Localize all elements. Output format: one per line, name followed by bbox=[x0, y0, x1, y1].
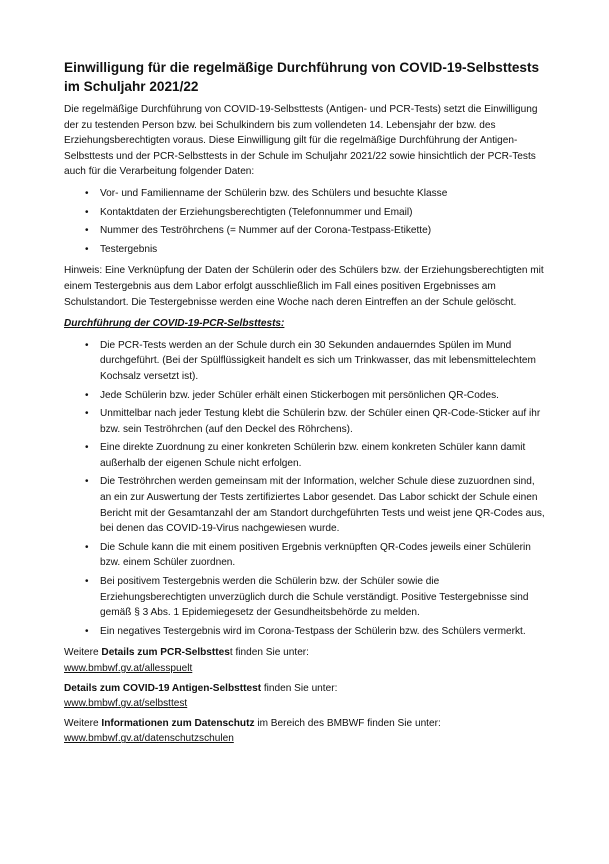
list-item: • Vor- und Familienname der Schülerin bzw. des Schülers und besuchte Klasse bbox=[64, 186, 548, 202]
antigen-details-info bbox=[64, 681, 548, 712]
list-item: • Jede Schülerin bzw. jeder Schüler erhält einen Stickerbogen mit persönlichen QR-Codes. bbox=[64, 388, 548, 404]
info-label: Weitere Informationen zum Datenschutz im Bereich des BMBWF finden Sie unter: bbox=[64, 717, 441, 729]
pcr-details-info bbox=[64, 645, 548, 676]
bullet-icon: • bbox=[85, 541, 89, 553]
pcr-section-heading: Durchführung der COVID-19-PCR-Selbsttests: bbox=[64, 318, 285, 330]
bullet-icon: • bbox=[85, 576, 89, 588]
list-item: • Eine direkte Zuordnung zu einer konkreten Schülerin bzw. einem konkreten Schüler kann damit außerhalb der eigenen Schule nicht erfolgen. bbox=[85, 442, 526, 469]
bullet-icon: • bbox=[85, 625, 89, 637]
list-item: • Die PCR-Tests werden an der Schule durch ein 30 Sekunden andauerndes Spülen im Mund durchgeführt. (Bei der Spülflüssigkeit handelt es sich um Trinkwasser, das mit lebensmittelechtem Kochsalz versetzt ist). bbox=[85, 339, 536, 382]
list-item: • Unmittelbar nach jeder Testung klebt die Schülerin bzw. der Schüler einen QR-Code-Sticker auf ihr bzw. sein Teströhrchen (auf den Deckel des Röhrchens). bbox=[85, 408, 541, 435]
document-title: Einwilligung für die regelmäßige Durchführung von COVID-19-Selbsttests im Schuljahr 2021/22 bbox=[64, 60, 540, 94]
list-item: • Die Teströhrchen werden gemeinsam mit der Information, welcher Schule diese zuzuordnen sind, an ein zur Auswertung der Tests zertifiziertes Labor gesendet. Das Labor schickt der Schule einen Bericht mit der Gesamtanzahl der am Standort durchgeführten Tests und weist jene QR-Codes aus, bei denen das COVID-19-Virus nachgewiesen wurde. bbox=[85, 476, 545, 535]
hint-paragraph: Hinweis: Eine Verknüpfung der Daten der Schülerin oder des Schülers bzw. der Erziehungsberechtigten mit einem Testergebnis aus dem Labor erfolgt ausschließlich im Fall eines positiven Ergebnisses am Schulstandort. Die Testergebnisse werden eine Woche nach deren Eintreffen an der Schule gelöscht. bbox=[64, 265, 544, 308]
bullet-icon: • bbox=[85, 243, 89, 255]
list-item: • Die Schule kann die mit einem positiven Ergebnis verknüpften QR-Codes jeweils einer Schülerin bzw. einem Schüler zuordnen. bbox=[85, 541, 531, 569]
privacy-link[interactable]: www.bmbwf.gv.at/datenschutzschulen bbox=[64, 733, 234, 745]
info-label: Weitere Details zum PCR-Selbsttest finden Sie unter: bbox=[64, 647, 309, 659]
data-items-list bbox=[64, 186, 548, 257]
bullet-icon: • bbox=[85, 408, 89, 420]
bullet-icon: • bbox=[85, 206, 89, 218]
intro-paragraph: Die regelmäßige Durchführung von COVID-19-Selbsttests (Antigen- und PCR-Tests) setzt die Einwilligung der zu testenden Person bzw. bei Schulkindern bis zum vollendeten 14. Lebensjahr der bzw. des Erziehungsberechtigten voraus. Diese Einwilligung gilt für die regelmäßige Durchführung der Antigen-Selbsttests und der PCR-Selbsttests in der Schule im Schuljahr 2021/22 sowie hinsichtlich der PCR-Tests auch für die Verarbeitung folgender Daten: bbox=[64, 104, 538, 178]
bullet-icon: • bbox=[85, 225, 89, 237]
bullet-icon: • bbox=[85, 389, 89, 401]
info-label: Details zum COVID-19 Antigen-Selbsttest finden Sie unter: bbox=[64, 682, 338, 694]
list-item: • Nummer des Teströhrchens (= Nummer auf der Corona-Testpass-Etikette) bbox=[64, 223, 548, 239]
list-item: • Ein negatives Testergebnis wird im Corona-Testpass der Schülerin bzw. des Schülers vermerkt. bbox=[64, 624, 548, 640]
list-item: • Bei positivem Testergebnis werden die Schülerin bzw. der Schüler sowie die Erziehungsberechtigten unverzüglich durch die Schule verständigt. Positive Testergebnisse sind gemäß § 3 Abs. 1 Epidemiegesetz der Gesundheitsbehörde zu melden. bbox=[85, 576, 529, 619]
pcr-details-link[interactable]: www.bmbwf.gv.at/allesspuelt bbox=[64, 663, 193, 674]
list-item: • Testergebnis bbox=[64, 242, 548, 258]
bullet-icon: • bbox=[85, 187, 89, 199]
document-page bbox=[64, 58, 548, 751]
bullet-icon: • bbox=[85, 339, 89, 351]
list-item: • Kontaktdaten der Erziehungsberechtigten (Telefonnummer und Email) bbox=[64, 205, 548, 221]
bullet-icon: • bbox=[85, 476, 89, 488]
antigen-details-link[interactable]: www.bmbwf.gv.at/selbsttest bbox=[64, 698, 188, 710]
privacy-info bbox=[64, 716, 548, 747]
pcr-items-list bbox=[64, 338, 548, 640]
bullet-icon: • bbox=[85, 442, 89, 454]
